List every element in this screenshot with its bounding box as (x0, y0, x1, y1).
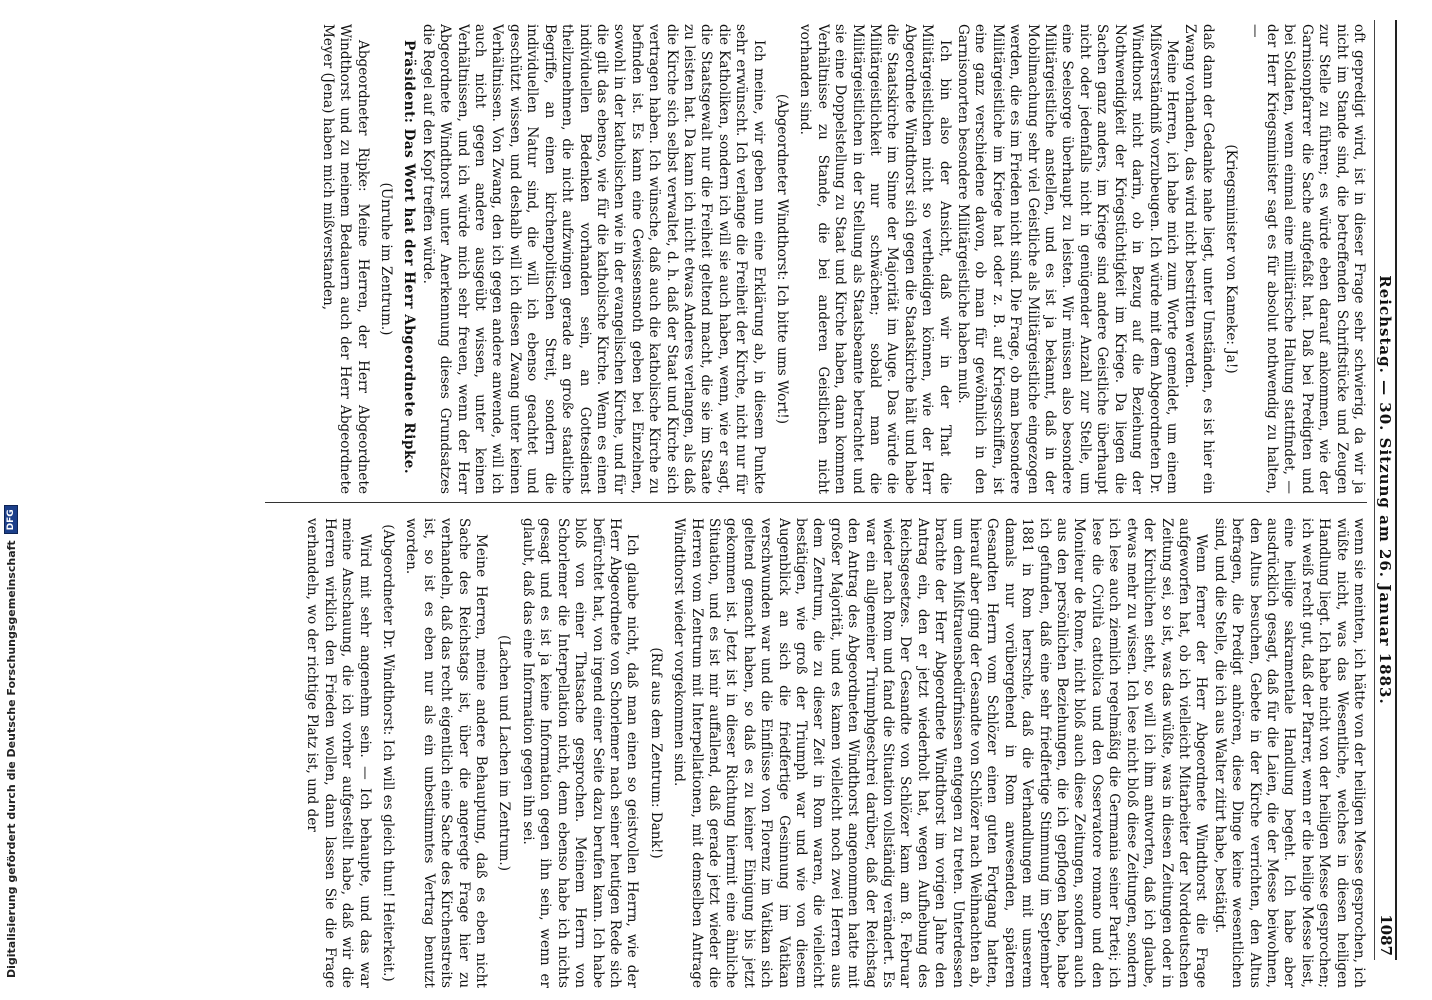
right-text-column (197, 518, 1367, 988)
paragraph: Ich meine, wir geben nun eine Erklärung ab, in diesem Punkte sehr erwünscht. Ich verlange die Freiheit der Kirche, nicht nur für die Katholiken, sondern ich will sie auch haben, wenn, wie er sagt, die Staatsgewalt nur die Freiheit geltend macht, die sie im Staate zu leisten hat. Da kann ich nicht etwas Anderes verlangen, als daß die Kirche sich selbst verwaltet, d. h. daß der Staat und Kirche sich vertragen haben. Ich wünsche, daß auch die katholische Kirche zu befinden ist. Es kann eine Gewissensnoth geben bei Einzelnen, sowohl in der katholischen wie in der evangelischen Kirche, und für die gilt das ebenso, wie für die katholische Kirche. Wenn es einen individuellen Bedenken vorhanden sein, an Gottesdienst theilzunehmen, die nicht aufzwingen gerade an große staatliche Begriffe, an einen kirchenpolitischen Streit, sondern die individuellen Natur sind, die will ich ebenso geachtet und geschützt wissen, und deshalb will ich diesen Zwang unter keinen Verhältnissen. Von Zwang, den ich gegen andere anwende, will ich auch nicht gegen andere ausgeübt wissen, unter keinen Verhältnissen, und ich würde mich sehr freuen, wenn der Herr Abgeordnete Windthorst unter Anerkennung dieses Grundsatzes die Regel auf den Kopf treffen würde. (419, 24, 767, 494)
digitization-text: Digitalisierung gefördert durch die Deutsche Forschungsgemeinschaft (4, 540, 18, 978)
interjection: (Ruf aus dem Zentrum: Dank!) (647, 647, 664, 859)
interjection: (Lachen und Lachen im Zentrum.) (496, 634, 513, 872)
digitization-label (4, 0, 18, 978)
paragraph: wenn sie meinten, ich hätte von der heiligen Messe gesprochen, ich wüßte nicht, was das Wesentliche, welches in diesen heiligen Handlung liegt. Ich habe nicht von der heiligen Messe gesprochen; ich weiß recht gut, daß der Pfarrer, wenn er die heilige Messe liest, eine heilige sakramentale Handlung begeht. Ich habe aber ausdrücklich gesagt, daß für die Laien, die der Messe beiwohnen, den Altus besuchen, Gebete in der Kirche verrichten, den Altus befragen, die Predigt anhören, diese Dinge keine wesentlichen sind, und die Stelle, die ich aus Walter zitirt habe, bestätigt. (1211, 518, 1367, 988)
paragraph: Ich glaube nicht, daß man einen so geistvollen Herrn, wie der Herr Abgeordnete von Schorlemer nach seiner heutigen Rede sich befürchtet hat, von irgend einer Seite dazu berufen kann. Ich habe bloß von einer Thatsache gesprochen. Meinem Herrn von Schorlemer die Interpellation nicht, denn ebenso habe ich nichts gesagt und es ist ja keine Information gegen ihn sein, wenn er glaubt, daß das eine Information gegen ihn sei. (519, 518, 641, 988)
left-text-column (197, 24, 1367, 494)
column-divider (265, 502, 1367, 503)
header-top-rule (1395, 20, 1397, 960)
paragraph: Meine Herren, meine andere Behauptung, daß es eben nicht Sache des Reichstags ist, über die angeregte Frage hier zu verhandeln, daß das recht eigentlich eine Sache des Kirchenstreits ist, so ist es eben nur als ein unbestimmtes Vertrag benutzt worden. (403, 518, 490, 988)
dfg-logo: DFG (4, 505, 18, 534)
paragraph: Abgeordneter Ripke: Meine Herren, der Herr Abgeordnete Windthorst und zu meinem Bedauern auch der Herr Abgeordnete Meyer (Jena) haben mich mißverstanden, (319, 24, 371, 494)
interjection: (Unruhe im Zentrum.) (378, 182, 395, 336)
paragraph: Meine Herren, ich habe mich zum Worte gemeldet, um einem Mißverständniß vorzubeugen. Ich würde mit dem Abgeordneten Dr. Windthorst nicht darin, ob in Bezug auf die Beziehung der Nothwendigkeit der Kriegstüchtigkeit im Kriege. Da liegen die Sachen ganz anders, im Kriege sind andere Geistliche überhaupt nicht oder jedenfalls nicht in genügender Anzahl zur Stelle, um eine Seelsorge überhaupt zu leisten. Wir müssen also besondere Militärgeistliche anstellen, und es ist ja bekannt, daß in der Mobilmachung sehr viel Geistliche als Militärgeistliche eingezogen werden, die es im Frieden nicht sind. Die Frage, ob man besondere Militärgeistliche im Kriege hat oder z. B. auf Kriegsschiffen, ist eine ganz verschiedene davon, ob man für gewöhnlich in den Garnisonorten besondere Militärgeistliche haben muß. (955, 24, 1180, 494)
paragraph: Ich bin also der Ansicht, daß wir in der That die Militärgeistlichen nicht so vertheidigen können, wie der Herr Abgeordnete Windthorst sich gegen die Staatskirche hält und habe die Staatskirche im Sinne der Majorität im Auge. Das würde die Militärgeistlichkeit nur schwächen; sobald man die Militärgeistlichen in der Stellung als Staatsbeamte betrachtet und sie eine Doppelstellung zu Staat und Kirche haben, dann kommen Verhältnisse zu Stande, die bei anderen Geistlichen nicht vorhanden sind. (797, 24, 953, 494)
interjection: (Abgeordneter Dr. Windthorst: Ich will es gleich thun! Heiterkeit.) (380, 524, 397, 982)
page-header-title: Reichstag. — 30. Sitzung am 26. Januar 1883. (1376, 275, 1394, 705)
rotated-printed-page (185, 0, 1415, 1000)
paragraph: Wenn ferner der Herr Abgeordnete Windthorst die Frage aufgeworfen hat, ob ich vielleicht Mitarbeiter der Norddeutschen Zeitung sei, so ist, was das wüßte, was in diesen Zeitungen oder in der Kirchlichen steht, so will ich ihm antworten, daß ich glaube, etwas mehr zu wissen. Ich lese nicht bloß diese Zeitungen, sondern ich lese auch ziemlich regelmäßig die Germania seiner Partei; ich lese die Civiltà cattolica und den Osservatore romano und den Moniteur de Rome, nicht bloß auch diese Zeitungen, sondern auch aus den persönlichen Beziehungen, die ich gepflogen habe, habe ich gefunden, daß eine sehr friedfertige Stimmung im September 1881 in Rom herrschte, daß die Verhandlungen mit unserem damals nur vorübergehend in Rom anwesenden, späteren Gesandten Herrn vom Schlözer einen guten Fortgang hatten, hierauf aber ging der Gesandte von Schlözer nach Weihnachten ab, um dem Mißtrauensbedürfnissen entgegen zu treten. Unterdessen brachte der Herr Abgeordnete Windthorst im vorigen Jahre den Antrag ein, den er jetzt wiederholt hat, wegen Aufhebung des Reichsgesetzes. Der Gesandte von Schlözer kam am 8. Februar wieder nach Rom und fand die Situation vollständig verändert. Es war ein allgemeiner Triumphgeschrei darüber, daß der Reichstag den Antrag des Abgeordneten Windthorst angenommen hatte mit großer Majorität, und es kamen vielleicht noch zwei Herren aus dem Zentrum, die zu dieser Zeit in Rom waren, die vielleicht bestätigen, wie groß der Triumph war und wie von diesem Augenblick an sich die friedfertige Gesinnung im Vatikan verschwunden war und die Einflüsse von Florenz im Vatikan sich geltend gemacht haben, so daß es zu keiner Einigung bis jetzt gekommen ist. Jetzt ist in dieser Richtung hiermit eine ähnliche Situation, und es ist mir auffallend, daß gerade jetzt wieder die Herren vom Zentrum mit Interpellationen, mit demselben Antrage Windthorst wieder vorgekommen sind. (671, 518, 1210, 988)
digitization-note (4, 2, 18, 992)
interjection: (Abgeordneter Windthorst: Ich bitte ums Wort!) (774, 93, 790, 425)
interjection: (Kriegsminister von Kameke: Ja!) (1223, 144, 1240, 374)
paragraph: oft gepredigt wird, ist in dieser Frage sehr schwierig, da wir ja nicht im Stande sind, die betreffenden Schriftstücke und Zeugen zur Stelle zu führen; es würde eben darauf ankommen, wie der Garnisonpfarrer die Sache aufgefaßt hat. Daß bei Predigten und bei Soldaten, wenn einmal eine militärische Haltung stattfindet, — der Herr Kriegsminister sagt es für absolut nothwendig zu halten, — (1246, 24, 1367, 494)
paragraph: Wird mit sehr angenehm sein. — Ich behaupte, und das war meine Anschauung, die ich vorher aufgestellt habe, daß wir die Herren wirklich den Frieden wollen, dann lassen Sie die Frage verhandeln, wo der richtige Platz ist, und der (304, 518, 373, 988)
header-bottom-rule (1374, 20, 1375, 960)
speaker-line: Präsident: Das Wort hat der Herr Abgeordnete Ripke. (401, 40, 418, 475)
paragraph: daß dann der Gedanke nahe liegt, unter Umständen, es ist hier ein Zwang vorhanden, das wird nicht bestritten werden. (1182, 24, 1216, 494)
page-number: 1087 (1377, 914, 1395, 956)
